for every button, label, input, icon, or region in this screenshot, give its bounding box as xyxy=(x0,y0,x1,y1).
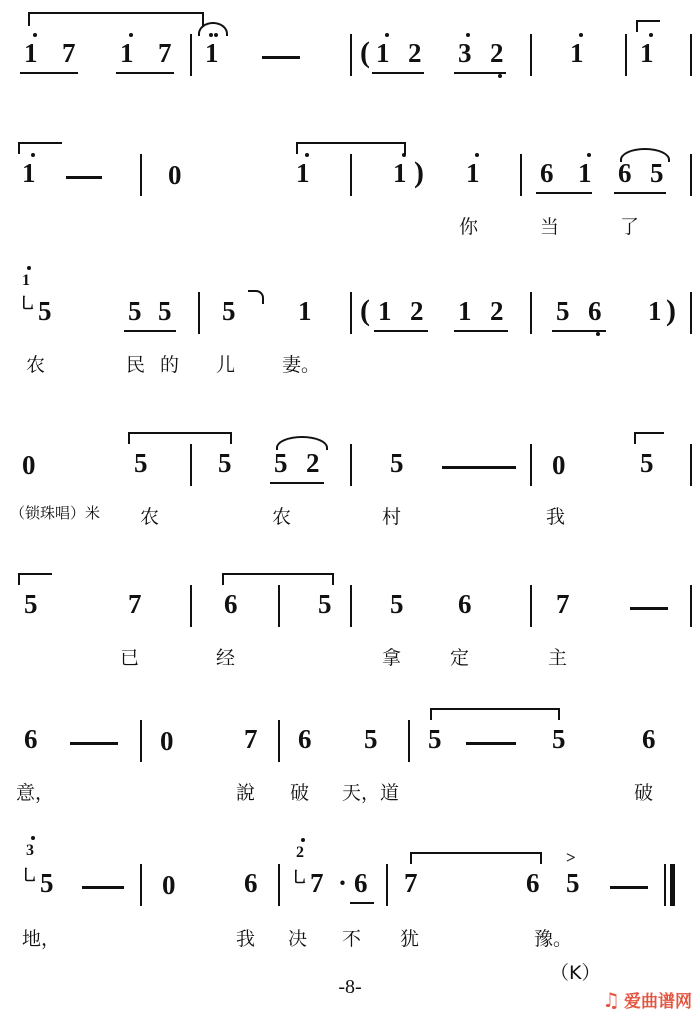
note: 1 xyxy=(376,38,390,68)
rest: 0 xyxy=(552,450,566,480)
lyric: 决 xyxy=(288,928,308,950)
note: 1 xyxy=(205,38,219,68)
note: 5 xyxy=(390,448,404,478)
note: 1 xyxy=(120,38,134,68)
lyric: 犹 xyxy=(400,928,420,950)
note: 1 xyxy=(22,158,36,188)
lyric: 农 xyxy=(26,354,46,376)
music-system-7: 3 乚 5 地， 0 6 我 2 乚 7 · 6 决 7 不 犹 6 > 5 豫。 （K） xyxy=(0,820,700,980)
rest: 0 xyxy=(168,160,182,190)
note: 6 xyxy=(298,724,312,754)
note: 7 xyxy=(62,38,76,68)
lyric: 地， xyxy=(22,928,61,950)
grace-note: 1 xyxy=(22,272,30,289)
watermark xyxy=(602,987,692,1012)
lyric: 经 xyxy=(216,647,236,669)
page-number: -8- xyxy=(338,976,362,998)
note: 5 xyxy=(650,158,664,188)
note: 1 xyxy=(570,38,584,68)
note: 6 xyxy=(244,868,258,898)
note: 5 xyxy=(222,296,236,326)
lyric: 了 xyxy=(620,216,640,238)
note: 6 xyxy=(642,724,656,754)
note: 5 xyxy=(134,448,148,478)
lyric: 主 xyxy=(548,647,568,669)
lyric: 村 xyxy=(382,506,402,528)
music-system-4 xyxy=(0,400,700,540)
note: 5 xyxy=(218,448,232,478)
note: 2 xyxy=(490,296,504,326)
grace-note: 2 xyxy=(296,844,304,861)
note: 5 xyxy=(158,296,172,326)
music-system-6 xyxy=(0,680,700,810)
note: 7 xyxy=(310,868,324,898)
note: 7 xyxy=(244,724,258,754)
note: 6 xyxy=(526,868,540,898)
lyric: 意， xyxy=(16,782,55,804)
lyric: （锁珠唱）米 xyxy=(10,504,101,522)
lyric: 你 xyxy=(459,216,479,238)
note: 5 xyxy=(128,296,142,326)
note: 1 xyxy=(296,158,310,188)
note: 7 xyxy=(404,868,418,898)
note: 1 xyxy=(466,158,480,188)
note: 5 xyxy=(552,724,566,754)
lyric: 不 xyxy=(342,928,362,950)
lyric: 当 xyxy=(540,216,560,238)
lyric: 我 xyxy=(546,506,566,528)
rest: 0 xyxy=(22,450,36,480)
music-system-2: 1 0 1 1 ) 1 你 6 1 当 6 5 了 xyxy=(0,120,700,240)
lyric: 天，道 xyxy=(342,782,400,804)
note: 5 xyxy=(364,724,378,754)
lyric: 民 xyxy=(126,354,146,376)
lyric: 我 xyxy=(236,928,256,950)
note: 6 xyxy=(354,868,368,898)
note: 1 xyxy=(640,38,654,68)
lyric: 妻。 xyxy=(282,354,321,376)
music-note-icon: ♫ xyxy=(602,987,620,1012)
lyric: 破 xyxy=(290,782,310,804)
watermark-text: 爱曲谱网 xyxy=(624,992,692,1012)
note: 5 xyxy=(38,296,52,326)
note: 5 xyxy=(556,296,570,326)
annotation: （K） xyxy=(550,962,601,984)
lyric: 定 xyxy=(450,647,470,669)
note: 5 xyxy=(40,868,54,898)
accent-mark: > xyxy=(566,848,576,867)
note: 7 xyxy=(556,589,570,619)
lyric: 已 xyxy=(120,647,140,669)
note: 5 xyxy=(24,589,38,619)
lyric: 农 xyxy=(140,506,160,528)
lyric: 的 xyxy=(160,354,180,376)
note: 6 xyxy=(224,589,238,619)
lyric: 破 xyxy=(634,782,654,804)
note: 1 xyxy=(648,296,662,326)
note: 2 xyxy=(410,296,424,326)
lyric: 儿 xyxy=(216,354,236,376)
note: 6 xyxy=(618,158,632,188)
note: 1 xyxy=(378,296,392,326)
note: 2 xyxy=(490,38,504,68)
music-system-5 xyxy=(0,545,700,675)
lyric: 說 xyxy=(236,782,256,804)
note: 5 xyxy=(390,589,404,619)
note: 5 xyxy=(640,448,654,478)
music-system-3: 1 乚 5 农 5 5 民 的 5 儿 1 妻。 ( 1 2 1 2 5 6 1 ) xyxy=(0,250,700,390)
note: 2 xyxy=(306,448,320,478)
lyric: 豫。 xyxy=(534,928,573,950)
note: 1 xyxy=(298,296,312,326)
note: 5 xyxy=(274,448,288,478)
note: 5 xyxy=(428,724,442,754)
note: 1 xyxy=(578,158,592,188)
note: 2 xyxy=(408,38,422,68)
note: 5 xyxy=(566,868,580,898)
music-system-1: 1 7 1 7 1 ( 1 2 3 2 1 1 xyxy=(0,0,700,120)
note: 1 xyxy=(24,38,38,68)
note: 6 xyxy=(24,724,38,754)
lyric: 拿 xyxy=(382,647,402,669)
note: 6 xyxy=(458,589,472,619)
note: 3 xyxy=(458,38,472,68)
note: 7 xyxy=(128,589,142,619)
note: 5 xyxy=(318,589,332,619)
rest: 0 xyxy=(160,726,174,756)
note: 6 xyxy=(540,158,554,188)
note: 6 xyxy=(588,296,602,326)
grace-note: 3 xyxy=(26,842,34,859)
lyric: 农 xyxy=(272,506,292,528)
note: 1 xyxy=(393,158,407,188)
rest: 0 xyxy=(162,870,176,900)
note: 7 xyxy=(158,38,172,68)
note: 1 xyxy=(458,296,472,326)
